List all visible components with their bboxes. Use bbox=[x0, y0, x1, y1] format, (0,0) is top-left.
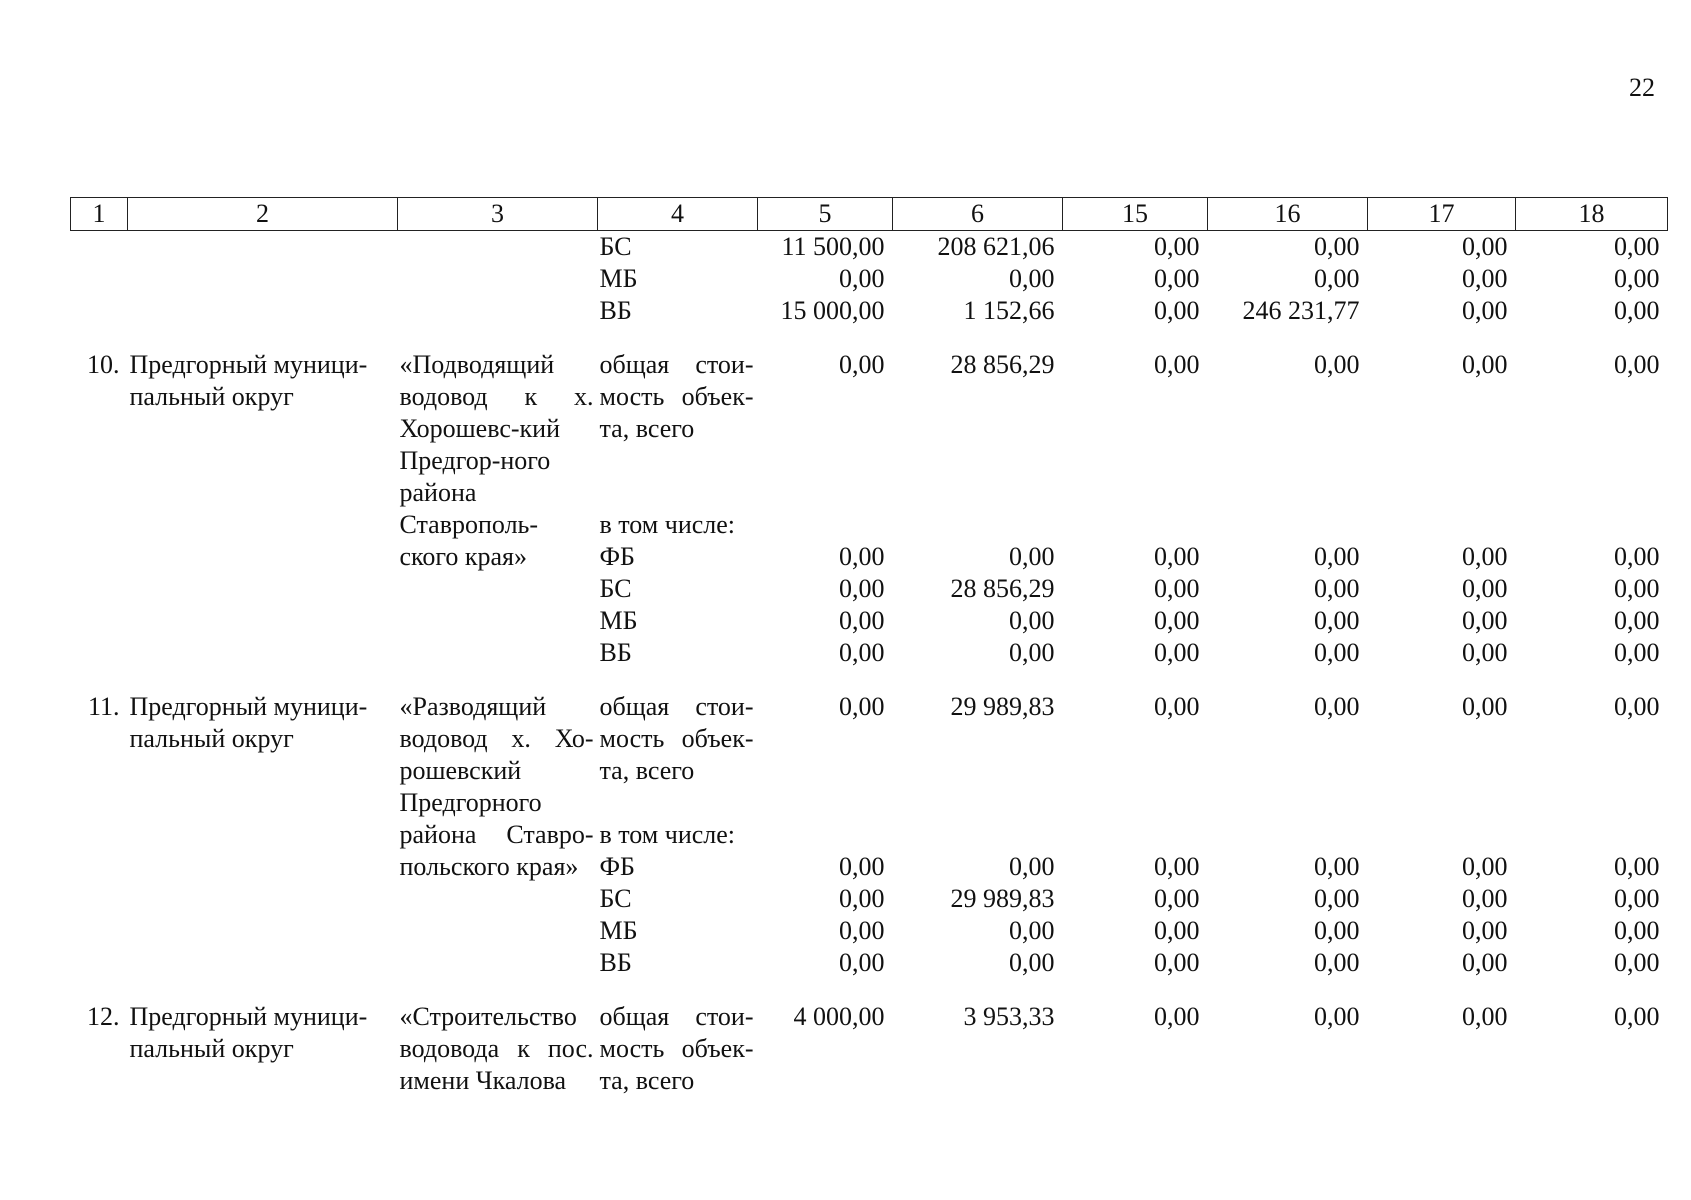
value-cell: 0,00 bbox=[1314, 884, 1360, 913]
value-cell: 0,00 bbox=[1462, 884, 1508, 913]
total-cost-label: общая стои-мость объек-та, всего bbox=[599, 1002, 754, 1095]
value-cell: 0,00 bbox=[1009, 264, 1055, 293]
value-cell: 0,00 bbox=[1314, 948, 1360, 977]
funding-source-label: БС bbox=[599, 884, 632, 913]
including-label: в том числе: bbox=[599, 820, 736, 849]
funding-source-label: БС bbox=[599, 574, 632, 603]
value-cell: 0,00 bbox=[1614, 542, 1660, 571]
municipality-cell: Предгорный муници-пальный округ bbox=[129, 1002, 368, 1063]
funding-source-label: МБ bbox=[599, 916, 638, 945]
value-cell: 0,00 bbox=[1462, 692, 1508, 721]
value-cell: 0,00 bbox=[1462, 350, 1508, 379]
column-header: 1 bbox=[71, 198, 128, 231]
value-cell: 3 953,33 bbox=[963, 1002, 1055, 1031]
value-cell: 0,00 bbox=[1614, 574, 1660, 603]
funding-source-label: ВБ bbox=[599, 296, 632, 325]
value-cell: 208 621,06 bbox=[937, 232, 1055, 261]
value-cell: 0,00 bbox=[839, 852, 885, 881]
value-cell: 0,00 bbox=[1009, 916, 1055, 945]
value-cell: 0,00 bbox=[1614, 884, 1660, 913]
municipality-cell: Предгорный муници-пальный округ bbox=[129, 692, 368, 753]
value-cell: 0,00 bbox=[1154, 638, 1200, 667]
entry-row bbox=[71, 349, 1668, 509]
value-cell: 0,00 bbox=[1314, 1002, 1360, 1031]
header-row bbox=[71, 198, 1668, 231]
total-cost-label: общая стои-мость объек-та, всего bbox=[599, 350, 754, 443]
municipality-cell: Предгорный муници-пальный округ bbox=[129, 350, 368, 411]
column-header: 3 bbox=[398, 198, 598, 231]
value-cell: 0,00 bbox=[1614, 852, 1660, 881]
value-cell: 0,00 bbox=[839, 884, 885, 913]
funding-source-label: ВБ bbox=[599, 638, 632, 667]
value-cell: 0,00 bbox=[1154, 606, 1200, 635]
value-cell: 0,00 bbox=[1314, 542, 1360, 571]
table-row bbox=[71, 231, 1668, 264]
column-header: 2 bbox=[128, 198, 398, 231]
value-cell: 0,00 bbox=[1154, 264, 1200, 293]
value-cell: 0,00 bbox=[839, 916, 885, 945]
object-name-cell: «Строительство водовода к пос. имени Чкалова bbox=[399, 1002, 594, 1095]
column-header: 4 bbox=[598, 198, 758, 231]
value-cell: 0,00 bbox=[1462, 948, 1508, 977]
value-cell: 0,00 bbox=[1009, 852, 1055, 881]
value-cell: 29 989,83 bbox=[950, 692, 1055, 721]
value-cell: 0,00 bbox=[1154, 884, 1200, 913]
table-row bbox=[71, 263, 1668, 295]
value-cell: 0,00 bbox=[1009, 542, 1055, 571]
value-cell: 0,00 bbox=[1009, 638, 1055, 667]
value-cell: 11 500,00 bbox=[781, 232, 885, 261]
value-cell: 0,00 bbox=[1154, 692, 1200, 721]
value-cell: 0,00 bbox=[1462, 852, 1508, 881]
value-cell: 0,00 bbox=[1314, 574, 1360, 603]
value-cell: 0,00 bbox=[1009, 948, 1055, 977]
value-cell: 0,00 bbox=[1462, 542, 1508, 571]
value-cell: 0,00 bbox=[1314, 916, 1360, 945]
funding-source-label: ВБ bbox=[599, 948, 632, 977]
value-cell: 0,00 bbox=[1154, 232, 1200, 261]
funding-source-label: МБ bbox=[599, 606, 638, 635]
object-name-cell: «Подводящий водовод к х. Хорошевс-кий Предгор-ного района Ставрополь-ского края» bbox=[399, 350, 594, 571]
value-cell: 0,00 bbox=[1614, 296, 1660, 325]
value-cell: 0,00 bbox=[1462, 638, 1508, 667]
entry-number: 11. bbox=[87, 692, 120, 721]
value-cell: 0,00 bbox=[1462, 574, 1508, 603]
value-cell: 0,00 bbox=[1614, 948, 1660, 977]
value-cell: 0,00 bbox=[1614, 232, 1660, 261]
value-cell: 0,00 bbox=[839, 264, 885, 293]
value-cell: 0,00 bbox=[1614, 264, 1660, 293]
total-cost-label: общая стои-мость объек-та, всего bbox=[599, 692, 754, 785]
entry-number: 12. bbox=[87, 1002, 120, 1031]
value-cell: 0,00 bbox=[1614, 350, 1660, 379]
value-cell: 0,00 bbox=[1462, 606, 1508, 635]
value-cell: 0,00 bbox=[1614, 916, 1660, 945]
value-cell: 246 231,77 bbox=[1242, 296, 1360, 325]
value-cell: 0,00 bbox=[1009, 606, 1055, 635]
value-cell: 0,00 bbox=[1462, 916, 1508, 945]
value-cell: 0,00 bbox=[839, 692, 885, 721]
funding-source-label: ФБ bbox=[599, 852, 635, 881]
value-cell: 0,00 bbox=[1154, 296, 1200, 325]
including-label: в том числе: bbox=[599, 510, 736, 539]
value-cell: 0,00 bbox=[1314, 852, 1360, 881]
value-cell: 0,00 bbox=[839, 606, 885, 635]
column-header: 15 bbox=[1063, 198, 1208, 231]
entry-row bbox=[71, 1001, 1668, 1097]
page-number: 22 bbox=[1629, 73, 1655, 102]
value-cell: 0,00 bbox=[839, 638, 885, 667]
value-cell: 0,00 bbox=[839, 574, 885, 603]
column-header: 5 bbox=[758, 198, 893, 231]
value-cell: 28 856,29 bbox=[950, 350, 1055, 379]
value-cell: 0,00 bbox=[1154, 542, 1200, 571]
value-cell: 0,00 bbox=[1462, 264, 1508, 293]
value-cell: 0,00 bbox=[1314, 638, 1360, 667]
value-cell: 0,00 bbox=[1154, 350, 1200, 379]
value-cell: 0,00 bbox=[1154, 948, 1200, 977]
entry-number: 10. bbox=[87, 350, 120, 379]
value-cell: 0,00 bbox=[1314, 350, 1360, 379]
table-row bbox=[71, 295, 1668, 327]
funding-source-label: ФБ bbox=[599, 542, 635, 571]
value-cell: 0,00 bbox=[1614, 692, 1660, 721]
value-cell: 0,00 bbox=[839, 350, 885, 379]
value-cell: 0,00 bbox=[1462, 296, 1508, 325]
value-cell: 0,00 bbox=[1314, 264, 1360, 293]
value-cell: 0,00 bbox=[839, 542, 885, 571]
column-header: 17 bbox=[1368, 198, 1516, 231]
column-header: 18 bbox=[1516, 198, 1668, 231]
value-cell: 0,00 bbox=[1462, 232, 1508, 261]
value-cell: 0,00 bbox=[1614, 1002, 1660, 1031]
value-cell: 0,00 bbox=[1154, 1002, 1200, 1031]
value-cell: 0,00 bbox=[1154, 852, 1200, 881]
entry-row bbox=[71, 691, 1668, 819]
column-header: 6 bbox=[893, 198, 1063, 231]
value-cell: 0,00 bbox=[1314, 692, 1360, 721]
value-cell: 15 000,00 bbox=[780, 296, 885, 325]
budget-table bbox=[70, 197, 1668, 1097]
funding-source-label: БС bbox=[599, 232, 632, 261]
value-cell: 0,00 bbox=[1154, 574, 1200, 603]
column-header: 16 bbox=[1208, 198, 1368, 231]
value-cell: 0,00 bbox=[839, 948, 885, 977]
value-cell: 28 856,29 bbox=[950, 574, 1055, 603]
value-cell: 4 000,00 bbox=[793, 1002, 885, 1031]
value-cell: 1 152,66 bbox=[963, 296, 1055, 325]
value-cell: 0,00 bbox=[1614, 638, 1660, 667]
value-cell: 0,00 bbox=[1462, 1002, 1508, 1031]
object-name-cell: «Разводящий водовод х. Хо-рошевский Предгорного района Ставро-польского края» bbox=[399, 692, 594, 881]
value-cell: 0,00 bbox=[1614, 606, 1660, 635]
value-cell: 0,00 bbox=[1154, 916, 1200, 945]
value-cell: 0,00 bbox=[1314, 232, 1360, 261]
value-cell: 0,00 bbox=[1314, 606, 1360, 635]
value-cell: 29 989,83 bbox=[950, 884, 1055, 913]
funding-source-label: МБ bbox=[599, 264, 638, 293]
